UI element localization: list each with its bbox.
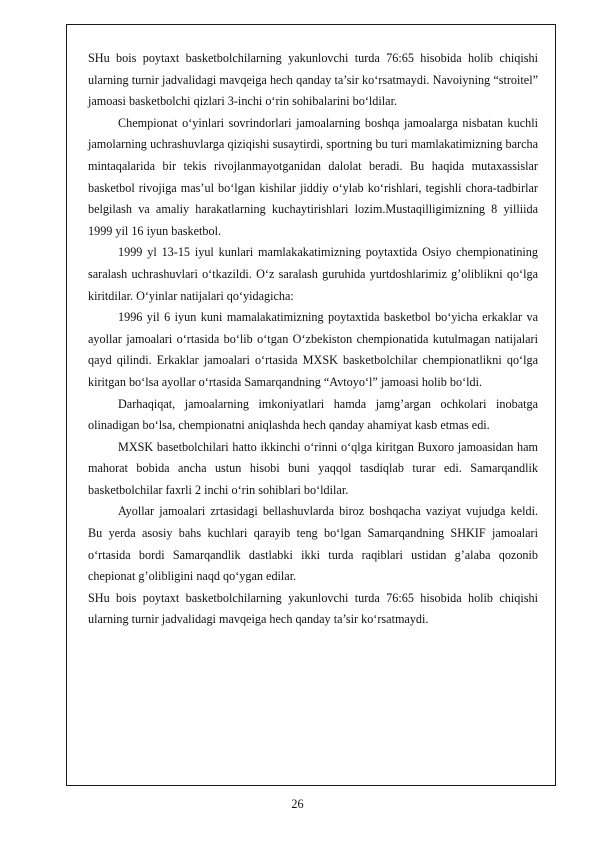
paragraph-5: Darhaqiqat, jamoalarning imkoniyatlari hamda jamg’argan ochkolari inobatga olinadigan bo‘lsa, chempionatni aniqlashda hech qanday ahamiyat kasb etmas edi. bbox=[88, 396, 538, 433]
body-text bbox=[88, 48, 538, 631]
paragraph-8: SHu bois poytaxt basketbolchilarning yakunlovchi turda 76:65 hisobida holib chiqishi ularning turnir jadvalidagi mavqeiga hech qanday ta’sir ko‘rsatmaydi. bbox=[88, 590, 538, 627]
page-number: 26 bbox=[291, 797, 304, 811]
paragraph-2: Chempionat o‘yinlari sovrindorlari jamoalarning boshqa jamoalarga nisbatan kuchli jamolarning uchrashuvlarga qiziqishi susaytirdi, sportning bu turi mamlakatimizning barcha mintaqalarida bir tekis rivojlanmayotganidan dalolat beradi. Bu haqida mutaxassislar basketbol rivojiga mas’ul bo‘lgan kishilar jiddiy o‘ylab ko‘rishlari, tegishli chora-tadbirlar belgilash va amaliy harakatlarning kuchaytirishlari lozim.Mustaqilligimizning 8 yilliida 1999 yil 16 iyun basketbol. bbox=[88, 115, 538, 238]
paragraph-3: 1999 yl 13-15 iyul kunlari mamlakakatimizning poytaxtida Osiyo chempionatining saralash uchrashuvlari o‘tkazildi. O‘z saralash guruhida yurtdoshlarimiz g’oliblikni qo‘lga kiritdilar. O‘yinlar natijalari qo‘yidagicha: bbox=[88, 245, 538, 303]
paragraph-6: MXSK basetbolchilari hatto ikkinchi o‘rinni o‘qlga kiritgan Buxoro jamoasidan ham mahorat bobida ancha ustun hisobi buni yaqqol tasdiqlab turar edi. Samarqandlik basketbolchilar faxrli 2 inchi o‘rin sohiblari bo‘ldilar. bbox=[88, 439, 538, 497]
paragraph-4: 1996 yil 6 iyun kuni mamalakatimizning poytaxtida basketbol bo‘yicha erkaklar va ayollar jamoalari o‘rtasida bo‘lib o‘tgan O‘zbekiston chempionatida kutulmagan natijalari qayd qilindi. Erkaklar jamoalari o‘rtasida MXSK basketbolchilar chempionatlikni qo‘lga kiritgan bo‘lsa ayollar o‘rtasida Samarqandning “Avtoyo‘l” jamoasi holib bo‘ldi. bbox=[88, 310, 538, 389]
paragraph-1: SHu bois poytaxt basketbolchilarning yakunlovchi turda 76:65 hisobida holib chiqishi ularning turnir jadvalidagi mavqeiga hech qanday ta’sir ko‘rsatmaydi. Navoiyning “stroitel” jamoasi basketbolchi qizlari 3-inchi o‘rin sohibalarini bo‘ldilar. bbox=[88, 51, 538, 109]
paragraph-7: Ayollar jamoalari zrtasidagi bellashuvlarda biroz boshqacha vaziyat vujudga keldi. Bu yerda asosiy bahs kuchlari qarayib teng bo‘lgan Samarqandning SHKIF jamoalari o‘rtasida bordi Samarqandlik dastlabki ikki turda raqiblari ustidan g’alaba qozonib chepionat g’olibligini naqd qo‘ygan edilar. bbox=[88, 504, 538, 584]
